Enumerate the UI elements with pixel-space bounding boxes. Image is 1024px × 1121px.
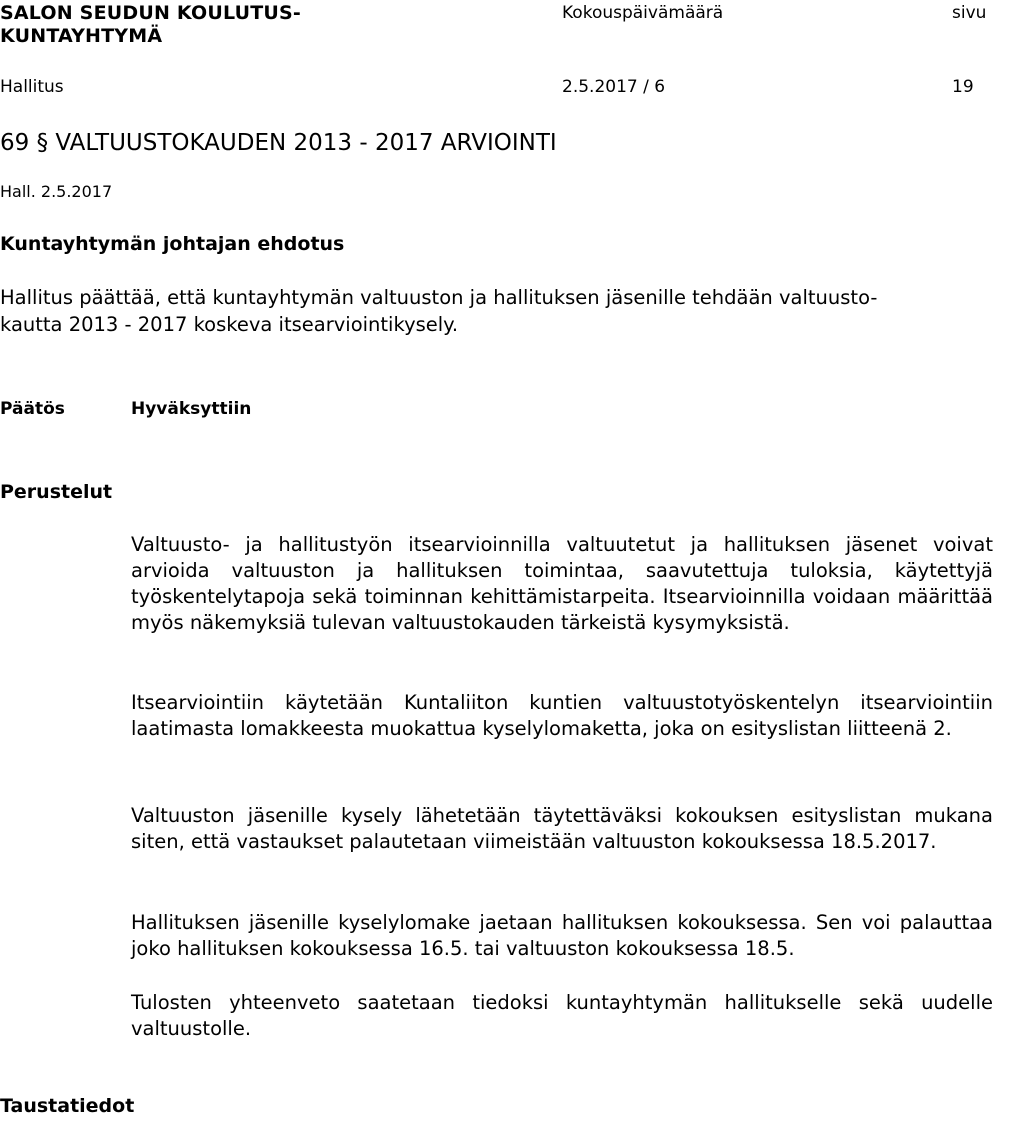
rationale-paragraph-4: Hallituksen jäsenille kyselylomake jaetaan hallituksen kokouksessa. Sen voi palauttaa joko hallituksen kokouksessa 16.5. tai valtuuston kokouksessa 18.5.: [131, 911, 993, 960]
proposal-line-1: Hallitus päättää, että kuntayhtymän valtuuston ja hallituksen jäsenille tehdään valtuusto-: [0, 286, 878, 309]
organization-name: [0, 2, 301, 48]
proposal-text: [0, 284, 990, 338]
background-heading: Taustatiedot: [0, 1095, 135, 1117]
body-name: Hallitus: [0, 77, 64, 97]
rationale-paragraph-2: Itsearviointiin käytetään Kuntaliiton kuntien valtuustotyöskentelyn itsearviointiin laatimasta lomakkeesta muokattua kyselylomaketta, joka on esityslistan liitteenä 2.: [131, 691, 993, 740]
meeting-date: 2.5.2017 / 6: [562, 77, 666, 97]
rationale-paragraph-3: Valtuuston jäsenille kysely lähetetään täytettäväksi kokouksen esityslistan mukana siten, että vastaukset palautetaan viimeistään valtuuston kokouksessa 18.5.2017.: [131, 804, 993, 853]
page-label: sivu: [952, 3, 987, 23]
date-label: Kokouspäivämäärä: [562, 3, 724, 23]
organization-name-line2: KUNTAYHTYMÄ: [0, 25, 163, 47]
rationale-paragraph-5: Tulosten yhteenveto saatetaan tiedoksi kuntayhtymän hallitukselle sekä uudelle valtuustolle.: [131, 991, 993, 1040]
proposal-heading: Kuntayhtymän johtajan ehdotus: [0, 233, 345, 255]
rationale-heading: Perustelut: [0, 481, 113, 503]
organization-name-line1: SALON SEUDUN KOULUTUS-: [0, 2, 301, 24]
decision-value: Hyväksyttiin: [131, 399, 252, 419]
section-title: 69 § VALTUUSTOKAUDEN 2013 - 2017 ARVIOINTI: [0, 130, 557, 156]
rationale-paragraph-1: Valtuusto- ja hallitustyön itsearvioinnilla valtuutetut ja hallituksen jäsenet voivat arvioida valtuuston ja hallituksen toimintaa, saavutettuja tuloksia, käytettyjä työskentelytapoja sekä toiminnan kehittämistarpeita. Itsearvioinnilla voidaan määrittää myös näkemyksiä tulevan valtuustokauden tärkeistä kysymyksistä.: [131, 533, 993, 634]
decision-label: Päätös: [0, 399, 65, 419]
page-number: 19: [952, 77, 974, 97]
meeting-reference: Hall. 2.5.2017: [0, 182, 113, 201]
proposal-line-2: kautta 2013 - 2017 koskeva itsearviointikysely.: [0, 313, 459, 336]
